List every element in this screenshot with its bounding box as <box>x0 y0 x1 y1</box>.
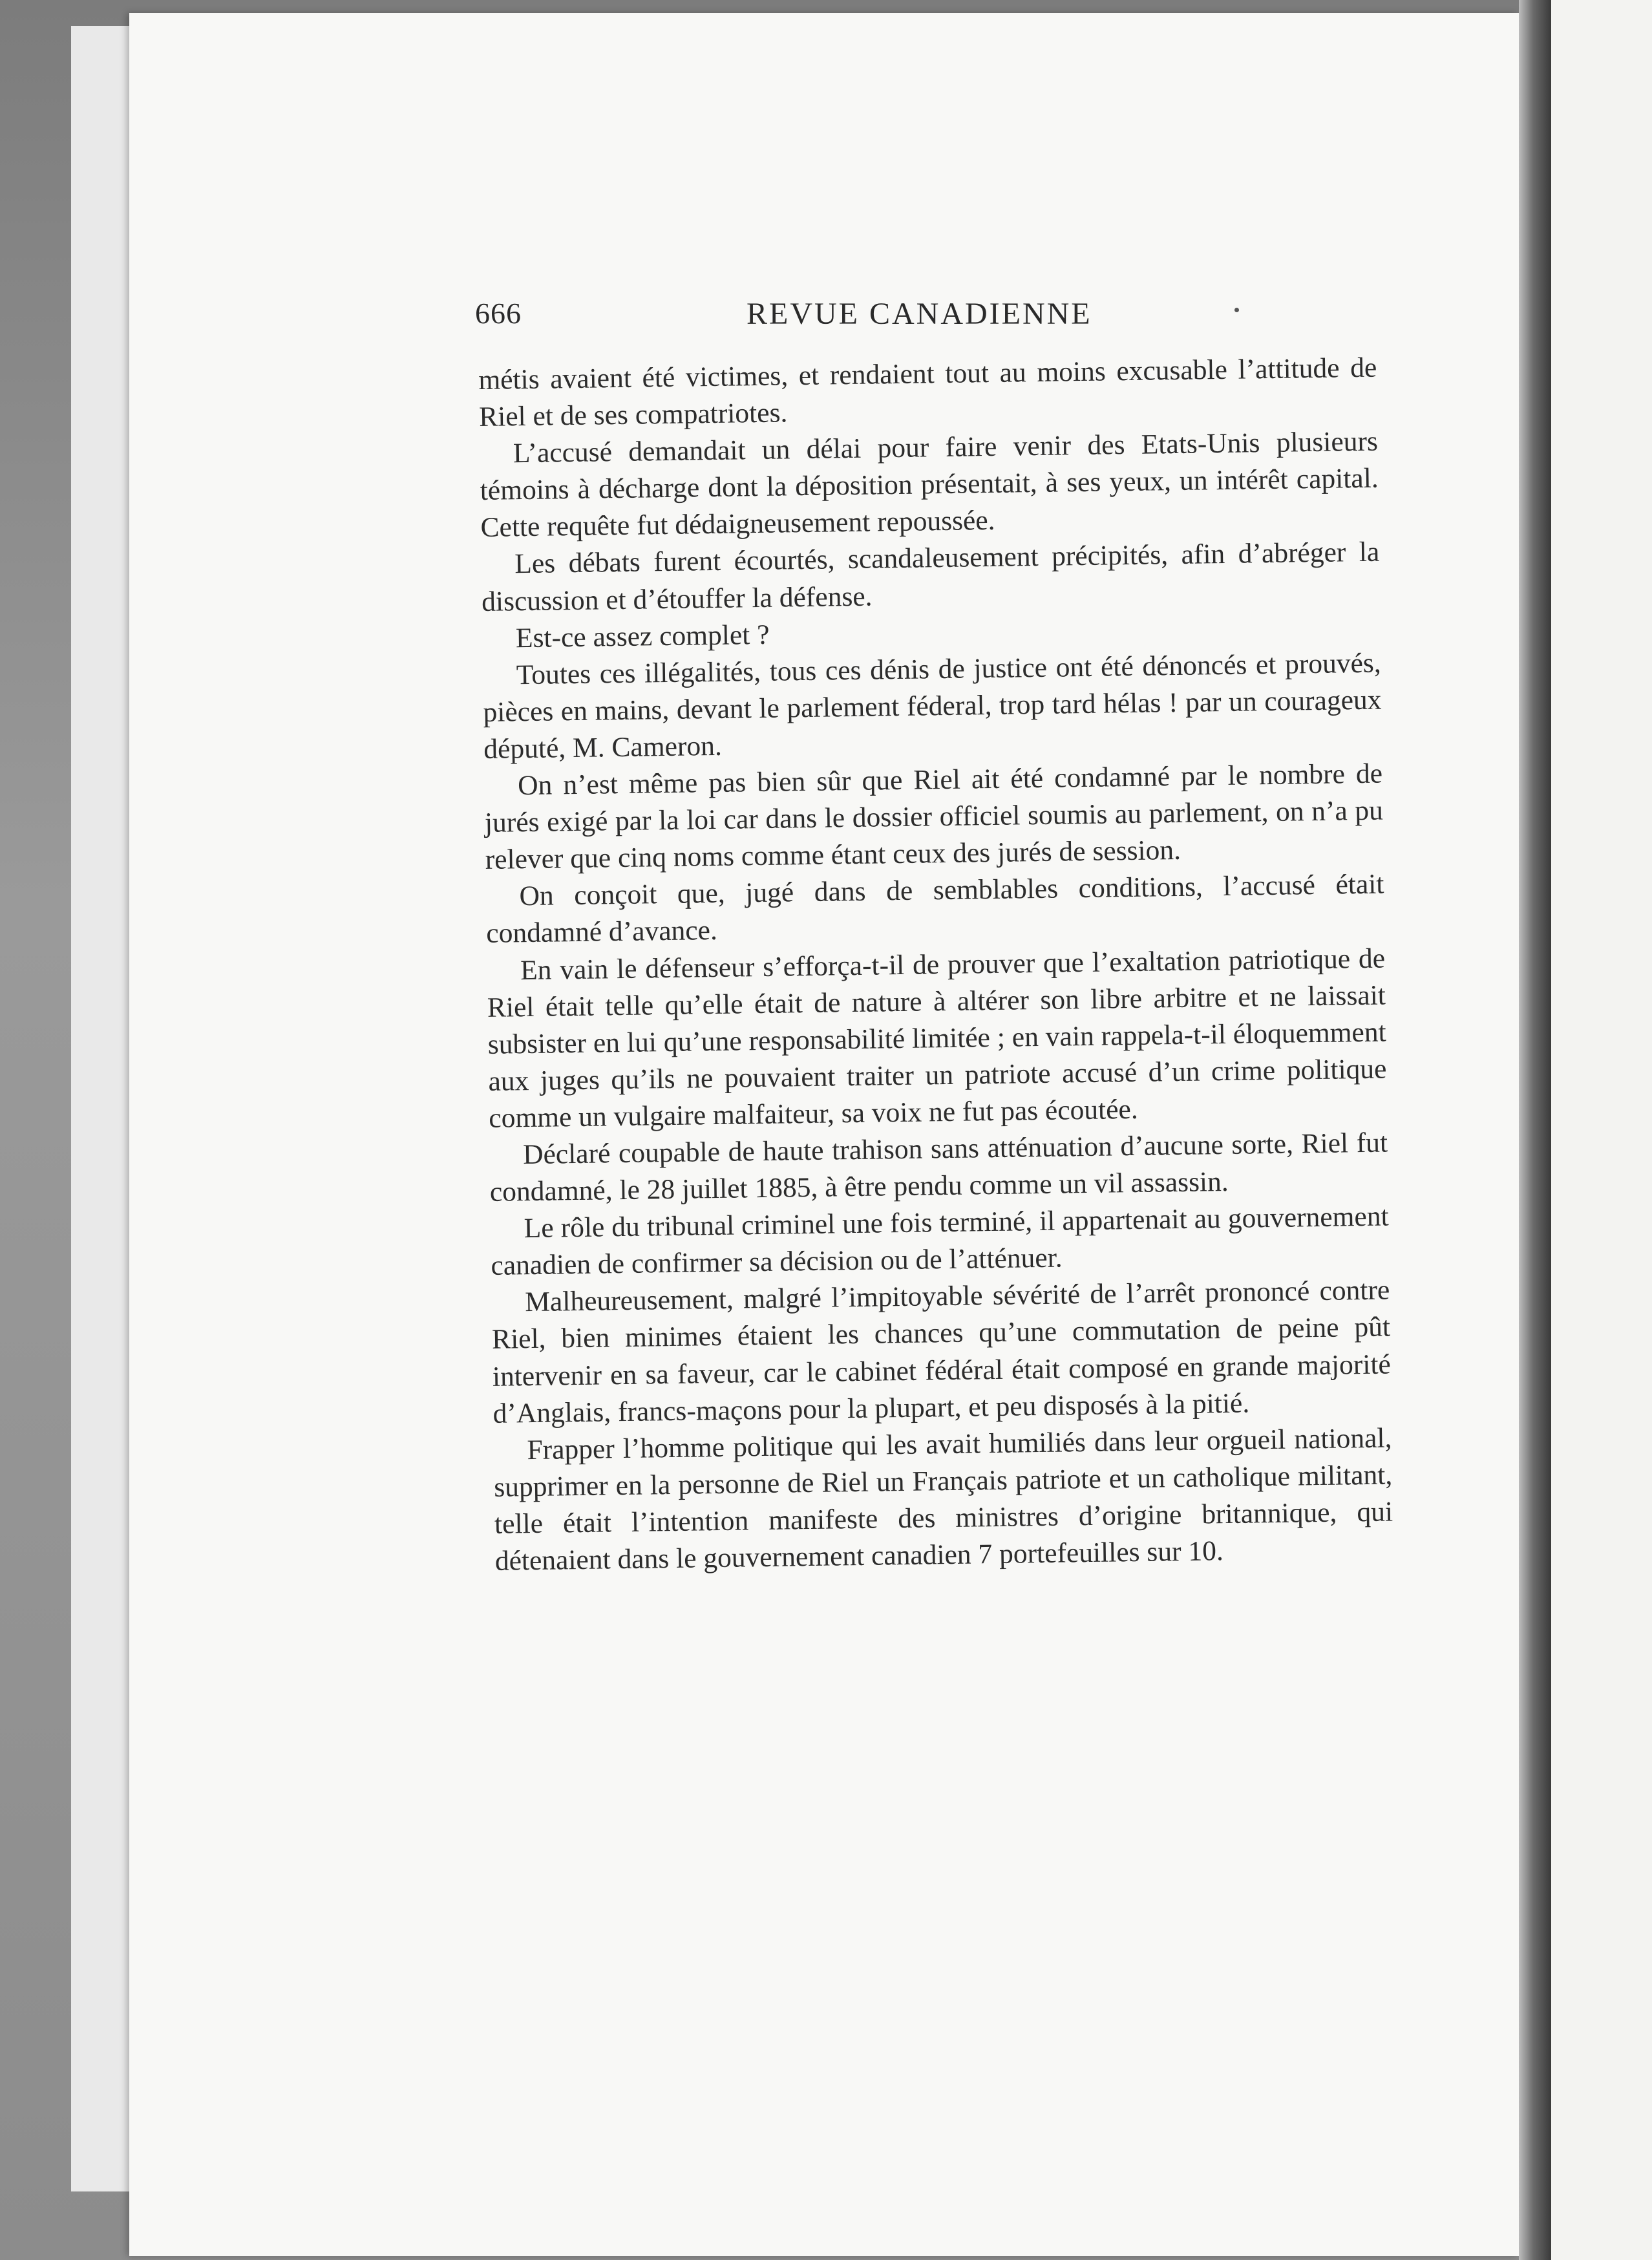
running-title: REVUE CANADIENNE <box>747 297 1092 331</box>
paragraph: Le rôle du tribunal criminel une fois terminé, il appartenait au gouvernement canadien de confirmer sa décision ou de l’atténuer. <box>491 1200 1389 1282</box>
book-gutter <box>1519 0 1551 2260</box>
paragraph: On n’est même pas bien sûr que Riel ait été condamné par le nombre de jurés exigé par la loi car dans le dossier officiel soumis au parlement, on n’a pu relever que cinq noms comme étant ceux des jurés de session. <box>484 758 1384 876</box>
paragraph: Frapper l’homme politique qui les avait humiliés dans leur orgueil national, supprimer en la personne de Riel un Français patriote et un catholique militant, telle était l’intention manifeste des ministres d’origine britannique, qui détenaient dans le gouvernement canadien 7 portefeuilles sur 10. <box>493 1422 1393 1577</box>
paragraph: Les débats furent écourtés, scandaleusement précipités, afin d’abréger la discussion et d’étouffer la défense. <box>481 537 1380 617</box>
page-number: 666 <box>475 297 522 330</box>
paragraph: On conçoit que, jugé dans de semblables conditions, l’accusé était condamné d’avance. <box>486 868 1384 950</box>
paragraph: Toutes ces illégalités, tous ces dénis de justice ont été dénoncés et prouvés, pièces en mains, devant le parlement féderal, trop tard hélas ! par un courageux député, M. Cameron. <box>483 647 1382 765</box>
body-text <box>478 350 1393 1580</box>
paragraph: Déclaré coupable de haute trahison sans atténuation d’aucune sorte, Riel fut condamné, le 28 juillet 1885, à être pendu comme un vil assassin. <box>489 1127 1388 1208</box>
paragraph: En vain le défenseur s’efforça-t-il de prouver que l’exaltation patriotique de Riel était telle qu’elle était de nature à altérer son libre arbitre et ne laissait subsister en lui qu’une responsabilité limitée ; en vain rappela-t-il éloquemment aux juges qu’ils ne pouvaient traiter un patriote accusé d’un crime politique comme un vulgaire malfaiteur, sa voix ne fut pas écoutée. <box>487 943 1387 1134</box>
page-header <box>475 296 1380 341</box>
header-dot-mark <box>1234 308 1239 312</box>
paragraph: L’accusé demandait un délai pour faire venir des Etats-Unis plusieurs témoins à décharge dont la déposition présentait, à ses yeux, un intérêt capital. Cette requête fut dédaigneusement repoussée. <box>480 425 1379 544</box>
paragraph: Est-ce assez complet ? <box>515 619 770 654</box>
adjacent-page-edge <box>1551 0 1652 2260</box>
paragraph: Malheureusement, malgré l’impitoyable sévérité de l’arrêt prononcé contre Riel, bien minimes étaient les chances qu’une commutation de peine pût intervenir en sa faveur, car le cabinet fédéral était composé en grande majorité d’Anglais, francs-maçons pour la plupart, et peu disposés à la pitié. <box>491 1274 1392 1429</box>
paragraph: métis avaient été victimes, et rendaient tout au moins excusable l’attitude de Riel et de ses compatriotes. <box>478 352 1377 433</box>
